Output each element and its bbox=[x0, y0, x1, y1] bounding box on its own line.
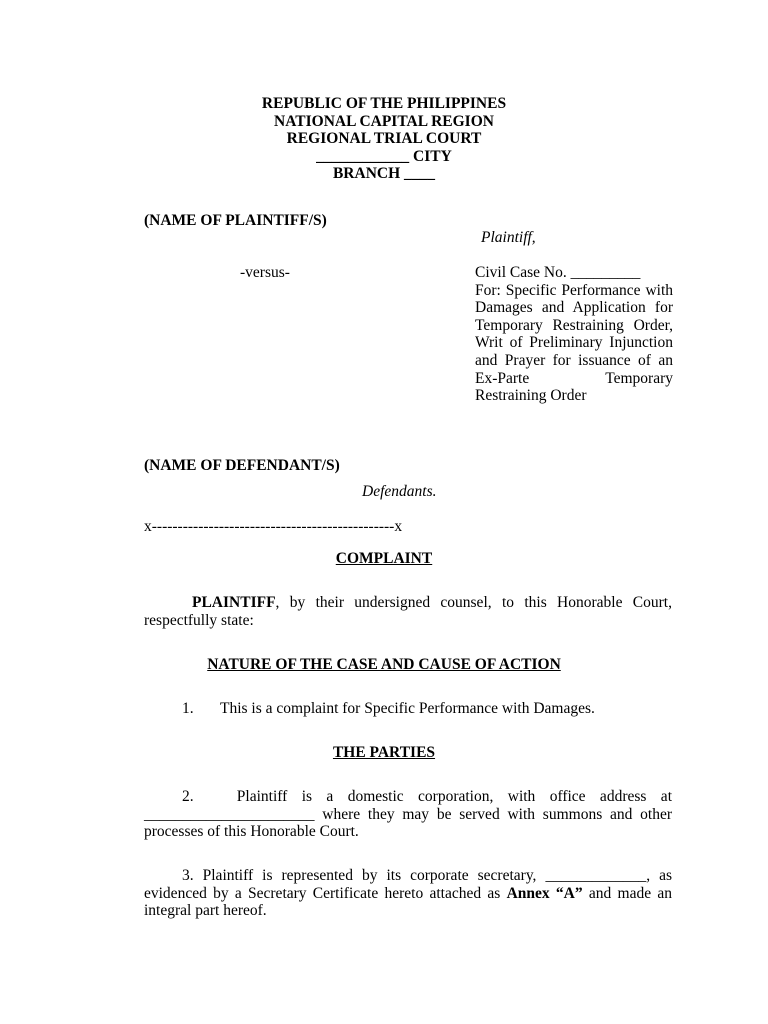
section-parties-heading: THE PARTIES bbox=[332, 744, 436, 761]
case-info bbox=[475, 264, 673, 405]
caption-city: ____________ CITY bbox=[316, 147, 452, 165]
case-description: For: Specific Performance with Damages and Application for Temporary Restraining Order, Writ of Preliminary Injunction and Prayer for issuance of an Ex-Parte Temporary Restraining Order bbox=[475, 281, 673, 405]
paragraph-3 bbox=[144, 867, 672, 920]
document-title: COMPLAINT bbox=[335, 550, 433, 567]
intro-text: , by their undersigned counsel, to this Honorable Court, respectfully state: bbox=[144, 594, 672, 629]
caption-court: REGIONAL TRIAL COURT bbox=[286, 130, 482, 148]
annex-a-reference: Annex “A” bbox=[506, 884, 583, 902]
paragraph-2: 2. Plaintiff is a domestic corporation, with office address at ______________________ where they may be served with summons and other processes of this Honorable Court. bbox=[144, 788, 672, 841]
versus-label: -versus- bbox=[240, 264, 290, 281]
defendant-role: Defendants. bbox=[362, 483, 437, 500]
paragraph-3-text: 3. Plaintiff is represented by its corporate secretary, _____________, as evidenced by a Secretary Certificate hereto attached as bbox=[144, 867, 672, 902]
paragraph-1-number: 1. bbox=[182, 700, 194, 717]
intro-paragraph bbox=[144, 594, 672, 629]
caption-divider: x-----------------------------------------------x bbox=[144, 518, 403, 535]
caption-region: NATIONAL CAPITAL REGION bbox=[274, 112, 494, 130]
caption-republic: REPUBLIC OF THE PHILIPPINES bbox=[261, 95, 507, 112]
caption-branch: BRANCH ____ bbox=[332, 165, 436, 183]
paragraph-1-text: This is a complaint for Specific Performance with Damages. bbox=[220, 700, 595, 717]
section-nature-heading: NATURE OF THE CASE AND CAUSE OF ACTION bbox=[207, 656, 561, 673]
intro-plaintiff: PLAINTIFF bbox=[192, 594, 276, 611]
paragraph-3-end: and made an integral part hereof. bbox=[144, 884, 672, 920]
defendant-name: (NAME OF DEFENDANT/S) bbox=[144, 457, 340, 474]
civil-case-number: Civil Case No. _________ bbox=[475, 264, 641, 281]
plaintiff-name: (NAME OF PLAINTIFF/S) bbox=[144, 212, 327, 229]
paragraph-1 bbox=[144, 700, 672, 718]
plaintiff-role: Plaintiff, bbox=[481, 229, 536, 246]
court-caption bbox=[0, 95, 768, 183]
